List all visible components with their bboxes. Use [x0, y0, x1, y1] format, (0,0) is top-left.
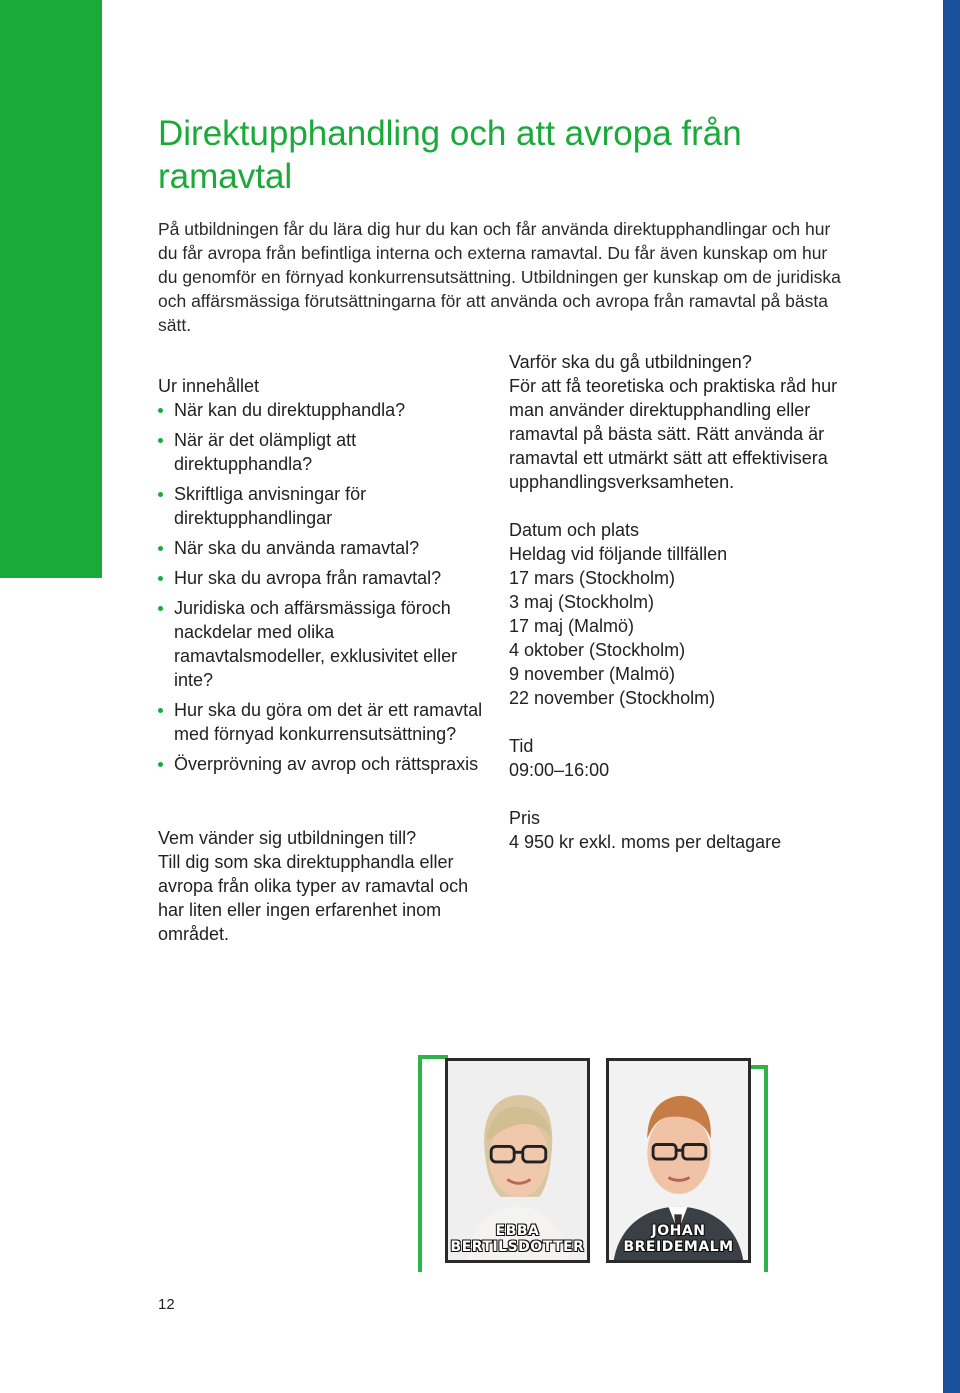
bullet-icon	[158, 492, 163, 497]
time-value: 09:00–16:00	[509, 760, 610, 780]
intro-paragraph: På utbildningen får du lära dig hur du kan och får använda direktupphandlingar och hur du får avropa från befintliga interna och externa ramavtal. Du får även kunskap om hur du genomför en förnyad konkurrensutsättning. Utbildningen ger kunskap om de juridiska och affärsmässiga förutsättningarna för att använda och avropa från ramavtal på bästa sätt.	[158, 219, 841, 335]
date-item: 17 maj (Malmö)	[509, 616, 635, 636]
date-item: 22 november (Stockholm)	[509, 688, 716, 708]
list-item: När kan du direktupphandla?	[158, 398, 488, 422]
date-item: 17 mars (Stockholm)	[509, 568, 676, 588]
bullet-icon	[158, 762, 163, 767]
list-item: Juridiska och affärsmässiga föroch nackdelar med olika ramavtalsmodeller, exklusivitet eller inte?	[158, 596, 488, 692]
time-heading: Tid	[509, 736, 534, 756]
why-heading: Varför ska du gå utbildningen?	[509, 352, 752, 372]
info-column	[509, 350, 849, 878]
price-section	[509, 806, 849, 854]
content-column	[158, 374, 488, 782]
list-item: Hur ska du göra om det är ett ramavtal med förnyad konkurrensutsättning?	[158, 698, 488, 746]
price-value: 4 950 kr exkl. moms per deltagare	[509, 832, 782, 852]
why-text: För att få teoretiska och praktiska råd hur man använder direktupphandling eller ramavtal på bästa sätt. Rätt använda är ramavtal ett utmärkt sätt att effektivisera upphandlingsverksamheten.	[509, 376, 838, 492]
date-item: 3 maj (Stockholm)	[509, 592, 655, 612]
date-item: 4 oktober (Stockholm)	[509, 640, 686, 660]
speaker-name-2: JOHAN BREIDEMALM	[623, 1223, 734, 1255]
dates-subheading: Heldag vid följande tillfällen	[509, 544, 728, 564]
audience-text: Till dig som ska direktupphandla eller avropa från olika typer av ramavtal och har liten eller ingen erfarenhet inom området.	[158, 852, 469, 944]
bullet-icon	[158, 708, 163, 713]
speaker-photo-1	[445, 1058, 590, 1263]
price-heading: Pris	[509, 808, 540, 828]
list-item: Skriftliga anvisningar för direktupphandlingar	[158, 482, 488, 530]
dates-heading: Datum och plats	[509, 520, 640, 540]
bullet-icon	[158, 606, 163, 611]
content-list	[158, 398, 488, 776]
bullet-icon	[158, 576, 163, 581]
date-item: 9 november (Malmö)	[509, 664, 676, 684]
content-heading: Ur innehållet	[158, 376, 260, 396]
speaker-name-1: EBBA BERTILSDOTTER	[450, 1223, 585, 1255]
list-item: När är det olämpligt att direktupphandla?	[158, 428, 488, 476]
page-number: 12	[158, 1296, 175, 1313]
frame-corner-left	[418, 1055, 448, 1272]
blue-edge-bar	[943, 0, 960, 1393]
bullet-icon	[158, 408, 163, 413]
why-section	[509, 350, 849, 494]
bullet-icon	[158, 438, 163, 443]
dates-section	[509, 518, 849, 710]
list-item: Överprövning av avrop och rättspraxis	[158, 752, 488, 776]
audience-section	[158, 826, 488, 946]
list-item: Hur ska du avropa från ramavtal?	[158, 566, 488, 590]
list-item: När ska du använda ramavtal?	[158, 536, 488, 560]
green-side-bar	[0, 0, 102, 578]
audience-heading: Vem vänder sig utbildningen till?	[158, 828, 417, 848]
page-title: Direktupphandling och att avropa från ramavtal	[158, 114, 742, 196]
bullet-icon	[158, 546, 163, 551]
time-section	[509, 734, 849, 782]
speaker-photo-2	[606, 1058, 751, 1263]
